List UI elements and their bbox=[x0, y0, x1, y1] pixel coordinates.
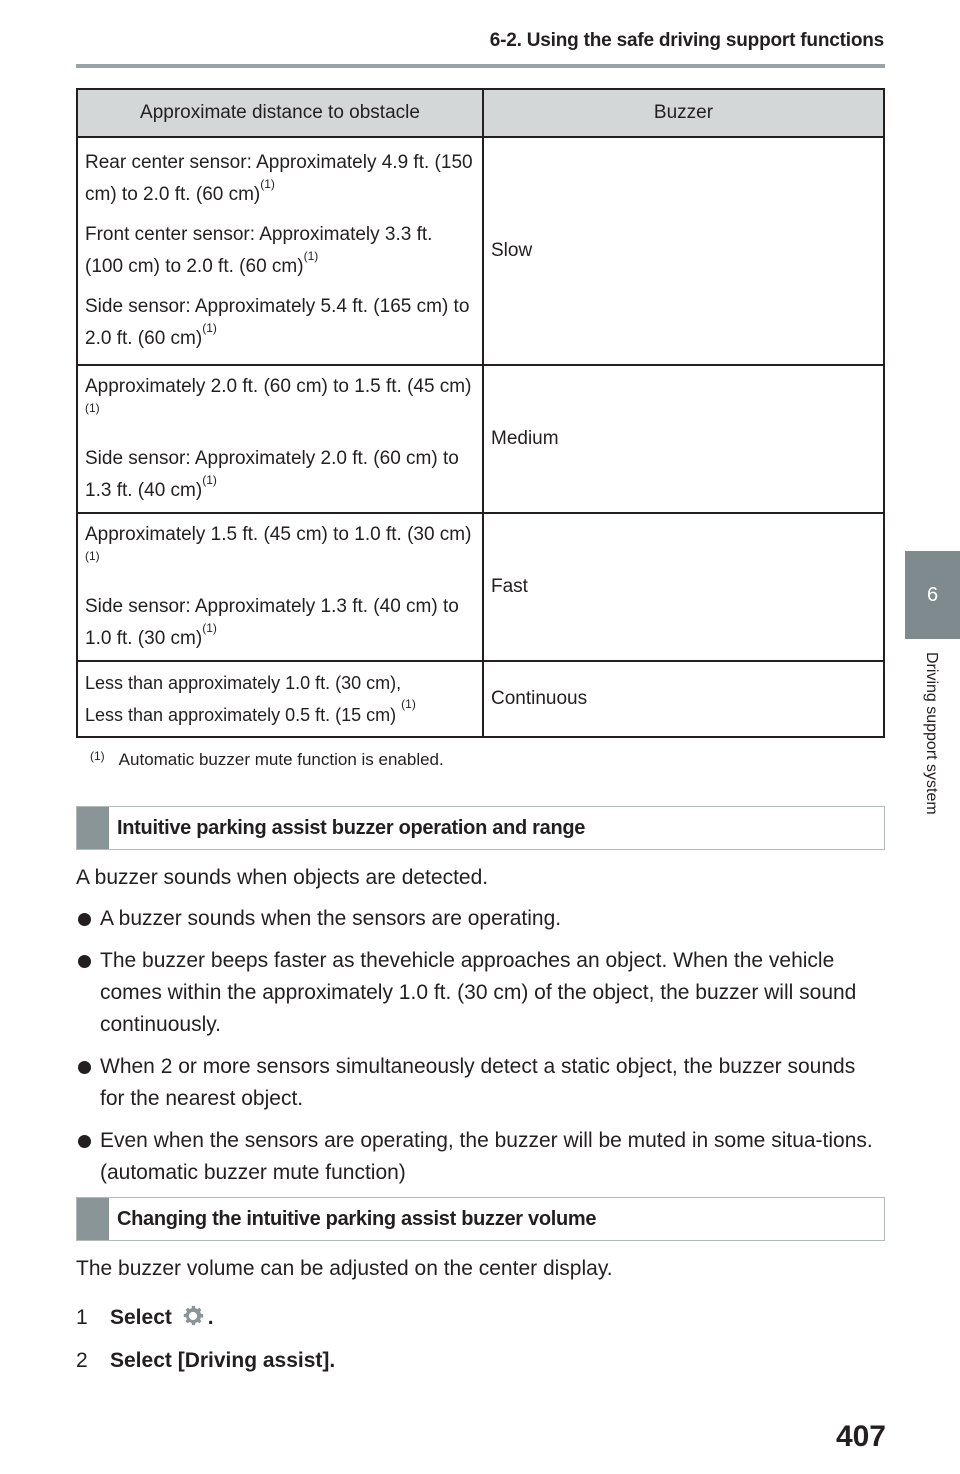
footnote-mark: (1) bbox=[90, 749, 105, 763]
buzzer-cell: Slow bbox=[483, 137, 884, 365]
step-number: 1 bbox=[76, 1306, 88, 1329]
list-item bbox=[76, 903, 876, 935]
table-footnote bbox=[90, 750, 444, 770]
footnote-ref: (1) bbox=[202, 321, 217, 335]
chapter-label bbox=[920, 652, 944, 852]
table-header-distance: Approximate distance to obstacle bbox=[77, 89, 483, 137]
section-heading-block bbox=[77, 807, 109, 849]
footnote-ref: (1) bbox=[202, 621, 217, 635]
distance-text: Approximately 1.5 ft. (45 cm) to 1.0 ft. (30 cm) bbox=[85, 524, 472, 545]
section-heading-text: Changing the intuitive parking assist buzzer volume bbox=[117, 1208, 597, 1230]
chapter-tab: 6 bbox=[905, 551, 960, 639]
distance-cell bbox=[77, 365, 483, 513]
list-item-text: A buzzer sounds when the sensors are operating. bbox=[100, 907, 562, 930]
list-item-text: The buzzer beeps faster as thevehicle approaches an object. When the vehicle comes within the approximately 1.0 ft. (30 cm) of the object, the buzzer will sound continuously. bbox=[100, 949, 857, 1036]
footnote-ref: (1) bbox=[85, 549, 100, 563]
distance-text: Less than approximately 0.5 ft. (15 cm) bbox=[85, 705, 397, 725]
distance-text: Approximately 2.0 ft. (60 cm) to 1.5 ft. (45 cm) bbox=[85, 376, 472, 397]
bullet-icon bbox=[78, 913, 91, 926]
gear-icon bbox=[180, 1303, 206, 1329]
distance-text: Rear center sensor: Approximately 4.9 ft. (150 cm) to 2.0 ft. (60 cm) bbox=[85, 152, 473, 205]
table-row bbox=[77, 661, 884, 737]
distance-cell bbox=[77, 661, 483, 737]
step-item bbox=[76, 1302, 214, 1334]
footnote-ref: (1) bbox=[260, 177, 275, 191]
step-text: Select bbox=[110, 1306, 172, 1329]
page-number: 407 bbox=[835, 1420, 886, 1453]
list-item bbox=[76, 1051, 876, 1115]
table-row bbox=[77, 137, 884, 365]
distance-text: Side sensor: Approximately 5.4 ft. (165 cm) to 2.0 ft. (60 cm) bbox=[85, 296, 470, 349]
footnote-ref: (1) bbox=[85, 401, 100, 415]
list-item bbox=[76, 1125, 876, 1189]
step-text-end: . bbox=[207, 1306, 214, 1329]
table-row bbox=[77, 513, 884, 661]
distance-text: Side sensor: Approximately 1.3 ft. (40 cm) to 1.0 ft. (30 cm) bbox=[85, 596, 459, 649]
buzzer-cell: Medium bbox=[483, 365, 884, 513]
distance-text: Less than approximately 1.0 ft. (30 cm), bbox=[85, 673, 402, 693]
section-heading bbox=[76, 806, 885, 850]
running-header: 6-2. Using the safe driving support functions bbox=[489, 30, 884, 51]
section-heading-block bbox=[77, 1198, 109, 1240]
footnote-ref: (1) bbox=[202, 473, 217, 487]
distance-cell bbox=[77, 513, 483, 661]
table-header-buzzer: Buzzer bbox=[483, 89, 884, 137]
section-intro: The buzzer volume can be adjusted on the center display. bbox=[76, 1257, 613, 1280]
distance-table bbox=[76, 88, 885, 738]
section-heading-text: Intuitive parking assist buzzer operation and range bbox=[117, 817, 586, 839]
section-intro: A buzzer sounds when objects are detected. bbox=[76, 866, 489, 889]
distance-text: Side sensor: Approximately 2.0 ft. (60 cm) to 1.3 ft. (40 cm) bbox=[85, 448, 459, 501]
bullet-icon bbox=[78, 1135, 91, 1148]
step-number: 2 bbox=[76, 1349, 88, 1372]
chapter-label-text: Driving support system bbox=[923, 652, 940, 815]
step-text: Select [Driving assist]. bbox=[110, 1349, 336, 1372]
bullet-icon bbox=[78, 955, 91, 968]
buzzer-cell: Continuous bbox=[483, 661, 884, 737]
footnote-ref: (1) bbox=[401, 697, 416, 711]
distance-cell bbox=[77, 137, 483, 365]
distance-text: Front center sensor: Approximately 3.3 ft. (100 cm) to 2.0 ft. (60 cm) bbox=[85, 224, 433, 277]
list-item-text: When 2 or more sensors simultaneously detect a static object, the buzzer sounds for the nearest object. bbox=[100, 1055, 856, 1110]
list-item bbox=[76, 945, 876, 1041]
bullet-icon bbox=[78, 1061, 91, 1074]
table-row bbox=[77, 365, 884, 513]
list-item-text: Even when the sensors are operating, the buzzer will be muted in some situa-tions. (automatic buzzer mute function) bbox=[100, 1129, 873, 1184]
header-rule bbox=[76, 64, 885, 68]
footnote-ref: (1) bbox=[303, 249, 319, 263]
buzzer-cell: Fast bbox=[483, 513, 884, 661]
step-item bbox=[76, 1345, 335, 1377]
section-heading bbox=[76, 1197, 885, 1241]
footnote-text: Automatic buzzer mute function is enabled. bbox=[118, 750, 444, 769]
